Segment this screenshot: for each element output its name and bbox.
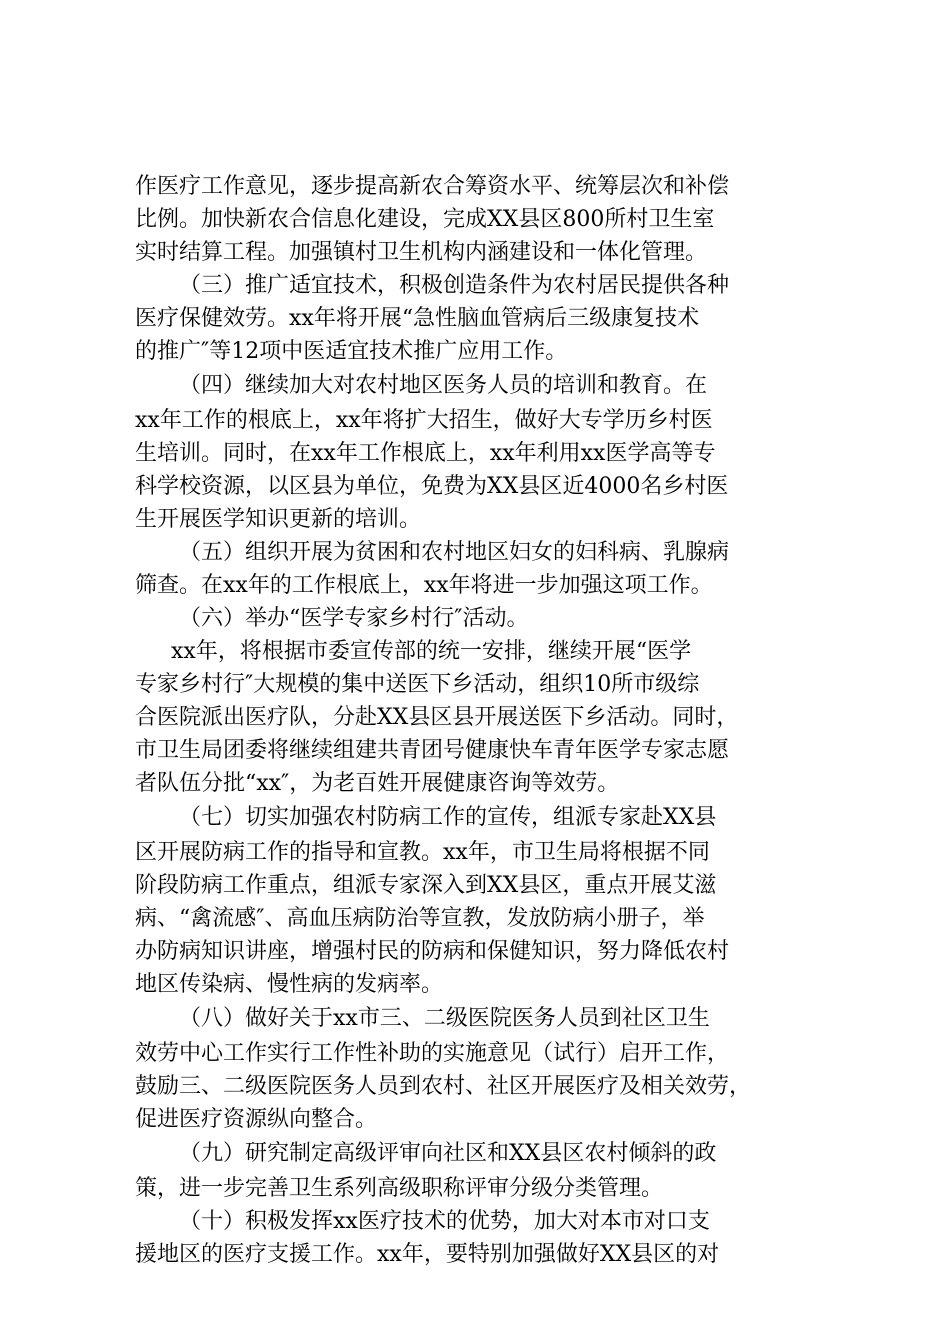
text-line: 病、“禽流感″、高血压病防治等宣教，发放防病小册子，举 [135, 906, 705, 931]
text-line: （六）举办“医学专家乡村行″活动。 [179, 606, 529, 631]
text-line: （九）研究制定高级评审向社区和XX县区农村倾斜的政 [179, 1141, 717, 1166]
text-line: 阶段防病工作重点，组派专家深入到XX县区，重点开展艾滋 [135, 873, 717, 898]
text-line: 促进医疗资源纵向整合。 [135, 1107, 378, 1132]
text-line: 者队伍分批“xx″，为老百姓开展健康咨询等效劳。 [135, 771, 620, 796]
text-line: 筛查。在xx年的工作根底上，xx年将进一步加强这项工作。 [135, 573, 713, 598]
text-line: 专家乡村行″大规模的集中送医下乡活动，组织10所市级综 [135, 672, 700, 697]
text-line: 办防病知识讲座，增强村民的防病和保健知识，努力降低农村 [135, 939, 730, 964]
text-line: 生开展医学知识更新的培训。 [135, 507, 422, 532]
text-line: 实时结算工程。加强镇村卫生机构内涵建设和一体化管理。 [135, 240, 708, 265]
text-line: （十）积极发挥xx医疗技术的优势，加大对本市对口支 [179, 1209, 710, 1234]
text-line: 策，进一步完善卫生系列高级职称评审分级分类管理。 [135, 1176, 664, 1201]
text-line: （七）切实加强农村防病工作的宣传，组派专家赴XX县 [179, 805, 717, 830]
text-line: 科学校资源，以区县为单位，免费为XX县区近4000名乡村医 [135, 474, 729, 499]
text-line: （三）推广适宜技术，积极创造条件为农村居民提供各种 [179, 273, 730, 298]
text-line: 效劳中心工作实行工作性补助的实施意见（试行）启开工作， [135, 1041, 730, 1066]
text-line: xx年，将根据市委宣传部的统一安排，继续开展“医学 [171, 639, 692, 664]
document-body [135, 170, 835, 1271]
text-line: （四）继续加大对农村地区医务人员的培训和教育。在 [179, 373, 708, 398]
text-line: （八）做好关于xx市三、二级医院医务人员到社区卫生 [179, 1006, 710, 1031]
text-line: 比例。加快新农合信息化建设，完成XX县区800所村卫生室 [135, 207, 715, 232]
text-line: 合医院派出医疗队，分赴XX县区县开展送医下乡活动。同时， [135, 705, 739, 730]
text-line: xx年工作的根底上，xx年将扩大招生，做好大专学历乡村医 [135, 408, 713, 433]
text-line: 的推广″等12项中医适宜技术推广应用工作。 [135, 339, 568, 364]
text-line: 生培训。同时，在xx年工作根底上，xx年利用xx医学高等专 [135, 441, 716, 466]
text-line: （五）组织开展为贫困和农村地区妇女的妇科病、乳腺病 [179, 540, 730, 565]
text-line: 地区传染病、慢性病的发病率。 [135, 972, 444, 997]
text-line: 区开展防病工作的指导和宣教。xx年，市卫生局将根据不同 [135, 840, 710, 865]
text-line: 援地区的医疗支援工作。xx年，要特别加强做好XX县区的对 [135, 1242, 720, 1267]
text-line: 医疗保健效劳。xx年将开展“急性脑血管病后三级康复技术 [135, 306, 700, 331]
text-line: 市卫生局团委将继续组建共青团号健康快车青年医学专家志愿 [135, 738, 730, 763]
text-line: 作医疗工作意见，逐步提高新农合筹资水平、统筹层次和补偿 [135, 174, 730, 199]
text-line: 鼓励三、二级医院医务人员到农村、社区开展医疗及相关效劳， [135, 1074, 752, 1099]
